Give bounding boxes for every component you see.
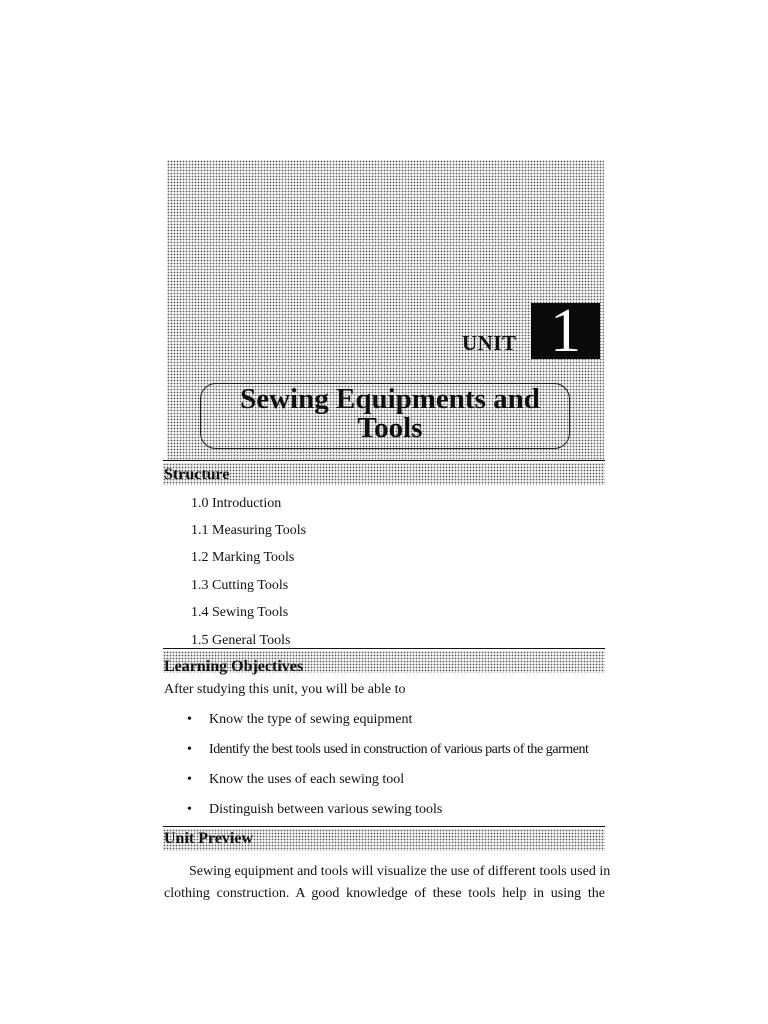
unit-title: [200, 385, 580, 443]
objective-item: Identify the best tools used in construction of various parts of the garment: [209, 742, 589, 757]
toc-item: 1.1 Measuring Tools: [191, 523, 307, 538]
bullet-icon: •: [187, 712, 192, 727]
preview-paragraph-line-2: clothing construction. A good knowledge of these tools help in using the: [164, 886, 605, 901]
toc-item: 1.0 Introduction: [191, 496, 282, 511]
preview-paragraph-line-1: Sewing equipment and tools will visualize the use of different tools used in: [189, 864, 611, 879]
structure-heading: Structure: [164, 466, 230, 483]
objectives-rule: [163, 648, 605, 649]
objective-item: Know the type of sewing equipment: [209, 712, 413, 727]
objective-item: Distinguish between various sewing tools: [209, 802, 443, 817]
toc-item: 1.2 Marking Tools: [191, 550, 295, 565]
unit-number: 1: [531, 303, 600, 359]
objectives-intro: After studying this unit, you will be able to: [164, 682, 406, 697]
objective-item: Know the uses of each sewing tool: [209, 772, 405, 787]
preview-rule: [163, 826, 605, 827]
bullet-icon: •: [187, 802, 192, 817]
toc-item: 1.5 General Tools: [191, 633, 291, 648]
unit-label: UNIT: [462, 331, 517, 355]
preview-heading: Unit Preview: [164, 830, 254, 847]
unit-title-line-1: Sewing Equipments and: [240, 383, 540, 415]
bullet-icon: •: [187, 772, 192, 787]
unit-title-line-2: Tools: [357, 412, 423, 444]
bullet-icon: •: [187, 742, 192, 757]
structure-rule: [163, 460, 605, 461]
objectives-heading: Learning Objectives: [164, 658, 304, 675]
toc-item: 1.4 Sewing Tools: [191, 605, 289, 620]
toc-item: 1.3 Cutting Tools: [191, 578, 289, 593]
